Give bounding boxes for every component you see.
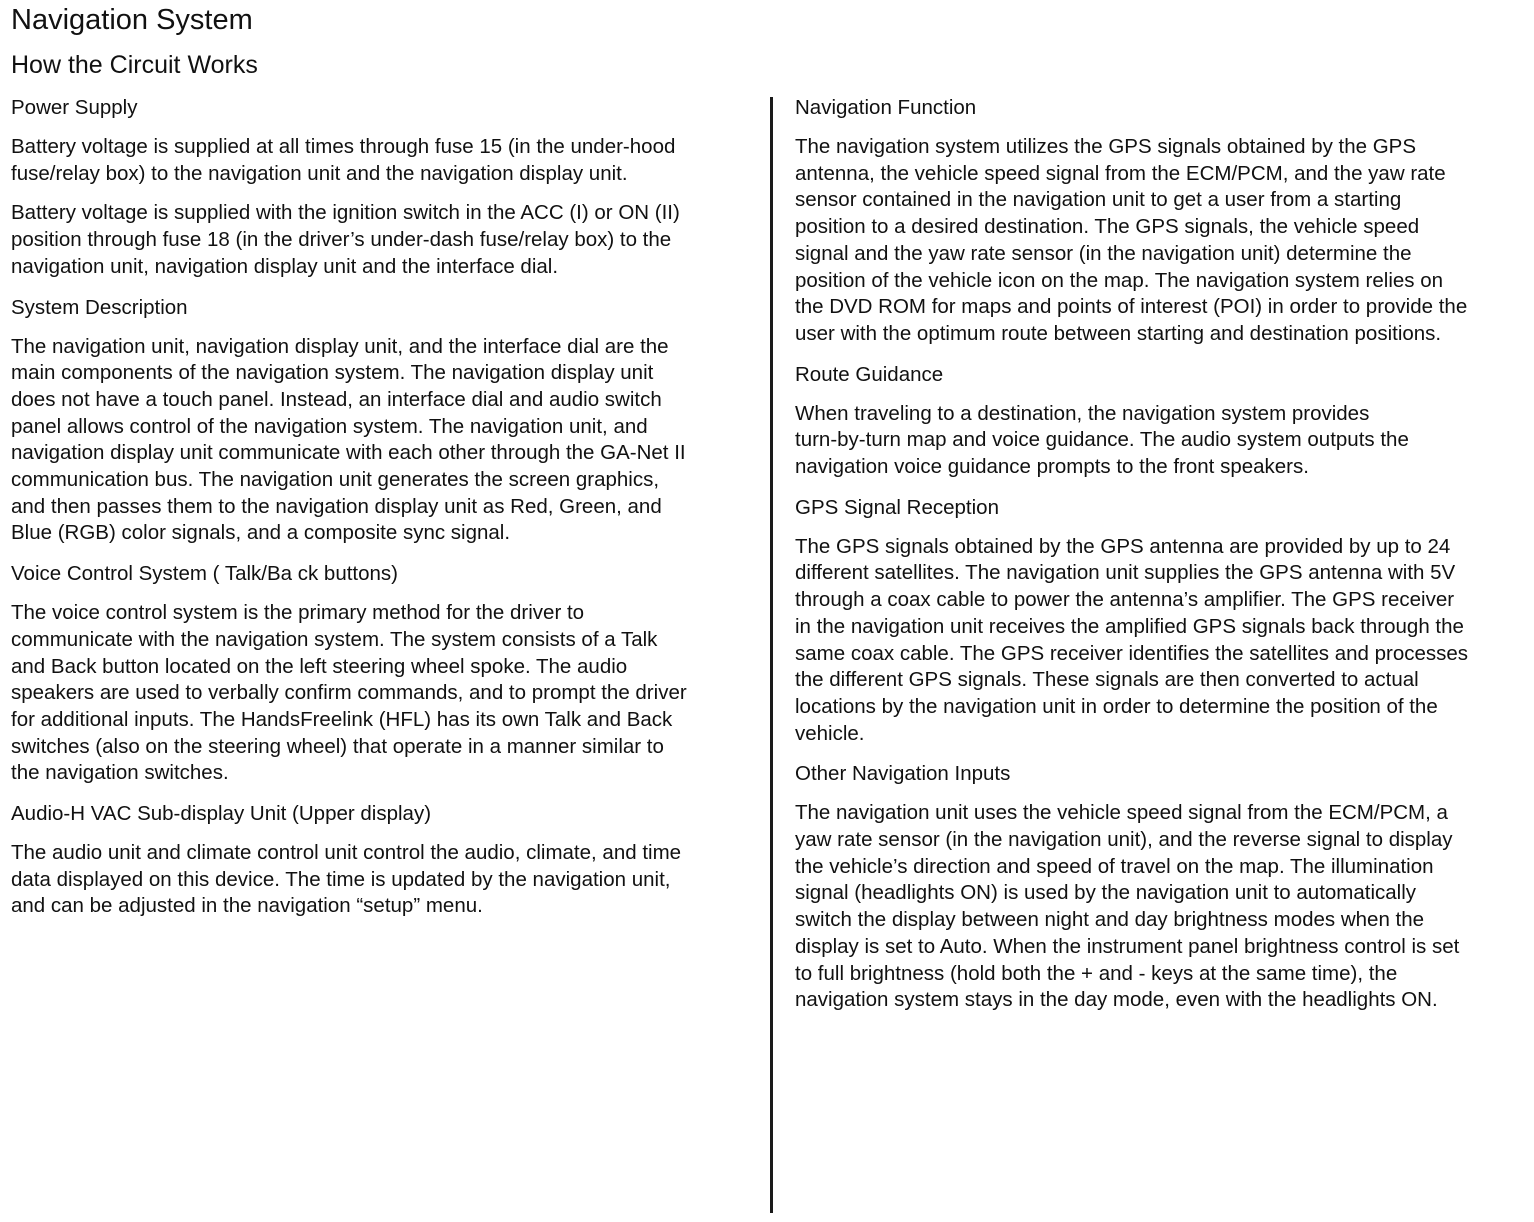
text-line: communication bus. The navigation unit generates the screen graphics,: [11, 468, 660, 492]
paragraph: [11, 840, 756, 920]
section-route-guidance: [795, 361, 1530, 481]
section-heading: Route Guidance: [795, 362, 944, 386]
page-subtitle: How the Circuit Works: [11, 51, 258, 79]
section-heading: System Description: [11, 295, 188, 319]
section-heading: GPS Signal Reception: [795, 495, 999, 519]
paragraph: [795, 800, 1530, 1014]
text-line: vehicle.: [795, 721, 865, 745]
right-column: [795, 94, 1530, 1027]
text-line: locations by the navigation unit in order to determine the position of the: [795, 694, 1438, 718]
text-line: the navigation switches.: [11, 761, 229, 785]
text-line: different satellites. The navigation unit supplies the GPS antenna with 5V: [795, 561, 1456, 585]
text-line: in the navigation unit receives the amplified GPS signals back through the: [795, 614, 1464, 638]
text-line: navigation display unit communicate with each other through the GA-Net II: [11, 441, 686, 465]
paragraph: [11, 200, 756, 280]
text-line: and can be adjusted in the navigation “setup” menu.: [11, 894, 483, 918]
section-voice-control-system-talk-ba-ck-buttons: [11, 560, 756, 787]
text-line: The GPS signals obtained by the GPS antenna are provided by up to 24: [795, 534, 1451, 558]
text-line: fuse/relay box) to the navigation unit and the navigation display unit.: [11, 161, 628, 185]
section-gps-signal-reception: [795, 494, 1530, 748]
text-line: the DVD ROM for maps and points of interest (POI) in order to provide the: [795, 295, 1468, 319]
column-divider: [770, 97, 773, 1213]
text-line: sensor contained in the navigation unit to get a user from a starting: [795, 188, 1402, 212]
text-line: position to a desired destination. The GPS signals, the vehicle speed: [795, 215, 1420, 239]
text-line: navigation voice guidance prompts to the front speakers.: [795, 455, 1309, 479]
text-line: Battery voltage is supplied with the ignition switch in the ACC (I) or ON (II): [11, 201, 680, 225]
section-other-navigation-inputs: [795, 760, 1530, 1014]
text-line: position through fuse 18 (in the driver’s under-dash fuse/relay box) to the: [11, 228, 672, 252]
paragraph: [795, 134, 1530, 348]
text-line: speakers are used to verbally confirm commands, and to prompt the driver: [11, 681, 687, 705]
text-line: through a coax cable to power the antenna’s amplifier. The GPS receiver: [795, 588, 1455, 612]
text-line: The audio unit and climate control unit control the audio, climate, and time: [11, 841, 682, 865]
paragraph: [11, 334, 756, 548]
text-line: The navigation unit uses the vehicle speed signal from the ECM/PCM, a: [795, 801, 1448, 825]
text-line: position of the vehicle icon on the map. The navigation system relies on: [795, 268, 1444, 292]
section-heading: Audio-H VAC Sub-display Unit (Upper display): [11, 802, 432, 826]
text-line: display is set to Auto. When the instrument panel brightness control is set: [795, 934, 1460, 958]
text-line: antenna, the vehicle speed signal from the ECM/PCM, and the yaw rate: [795, 161, 1446, 185]
text-line: same coax cable. The GPS receiver identifies the satellites and processes: [795, 641, 1469, 665]
page-title: Navigation System: [11, 4, 253, 36]
text-line: navigation unit, navigation display unit and the interface dial.: [11, 254, 559, 278]
text-line: and Back button located on the left steering wheel spoke. The audio: [11, 654, 628, 678]
text-line: communicate with the navigation system. The system consists of a Talk: [11, 627, 658, 651]
text-line: main components of the navigation system. The navigation display unit: [11, 361, 654, 385]
paragraph: [11, 134, 756, 187]
text-line: signal and the yaw rate sensor (in the navigation unit) determine the: [795, 241, 1412, 265]
text-line: the vehicle’s direction and speed of travel on the map. The illumination: [795, 854, 1434, 878]
text-line: Battery voltage is supplied at all times through fuse 15 (in the under-hood: [11, 135, 676, 158]
section-system-description: [11, 294, 756, 548]
text-line: Blue (RGB) color signals, and a composite sync signal.: [11, 521, 511, 545]
text-line: for additional inputs. The HandsFreelink (HFL) has its own Talk and Back: [11, 707, 673, 731]
section-heading: Other Navigation Inputs: [795, 762, 1011, 786]
text-line: switch the display between night and day brightness modes when the: [795, 908, 1425, 932]
text-line: the different GPS signals. These signals are then converted to actual: [795, 668, 1419, 692]
section-heading: Navigation Function: [795, 96, 977, 119]
text-line: yaw rate sensor (in the navigation unit), and the reverse signal to display: [795, 828, 1453, 852]
section-navigation-function: [795, 94, 1530, 348]
text-line: When traveling to a destination, the navigation system provides: [795, 401, 1370, 425]
paragraph: [795, 401, 1530, 481]
left-column: [11, 94, 756, 933]
text-line: and then passes them to the navigation display unit as Red, Green, and: [11, 494, 662, 518]
text-line: data displayed on this device. The time is updated by the navigation unit,: [11, 867, 671, 891]
section-power-supply: [11, 94, 756, 281]
text-line: The navigation unit, navigation display unit, and the interface dial are the: [11, 334, 669, 358]
text-line: turn-by-turn map and voice guidance. The audio system outputs the: [795, 428, 1409, 452]
text-line: to full brightness (hold both the + and - keys at the same time), the: [795, 961, 1398, 985]
section-heading: Power Supply: [11, 96, 138, 119]
paragraph: [795, 534, 1530, 748]
section-audio-h-vac-sub-display-unit-upper-display: [11, 800, 756, 920]
text-line: The voice control system is the primary method for the driver to: [11, 601, 585, 625]
text-line: does not have a touch panel. Instead, an interface dial and audio switch: [11, 387, 662, 411]
text-line: switches (also on the steering wheel) that operate in a manner similar to: [11, 734, 664, 758]
text-line: navigation system stays in the day mode, even with the headlights ON.: [795, 988, 1438, 1012]
section-heading: Voice Control System ( Talk/Ba ck buttons): [11, 562, 399, 586]
text-line: user with the optimum route between starting and destination positions.: [795, 321, 1442, 345]
text-line: signal (headlights ON) is used by the navigation unit to automatically: [795, 881, 1417, 905]
paragraph: [11, 600, 756, 787]
text-line: The navigation system utilizes the GPS signals obtained by the GPS: [795, 135, 1417, 158]
text-line: panel allows control of the navigation system. The navigation unit, and: [11, 414, 648, 438]
